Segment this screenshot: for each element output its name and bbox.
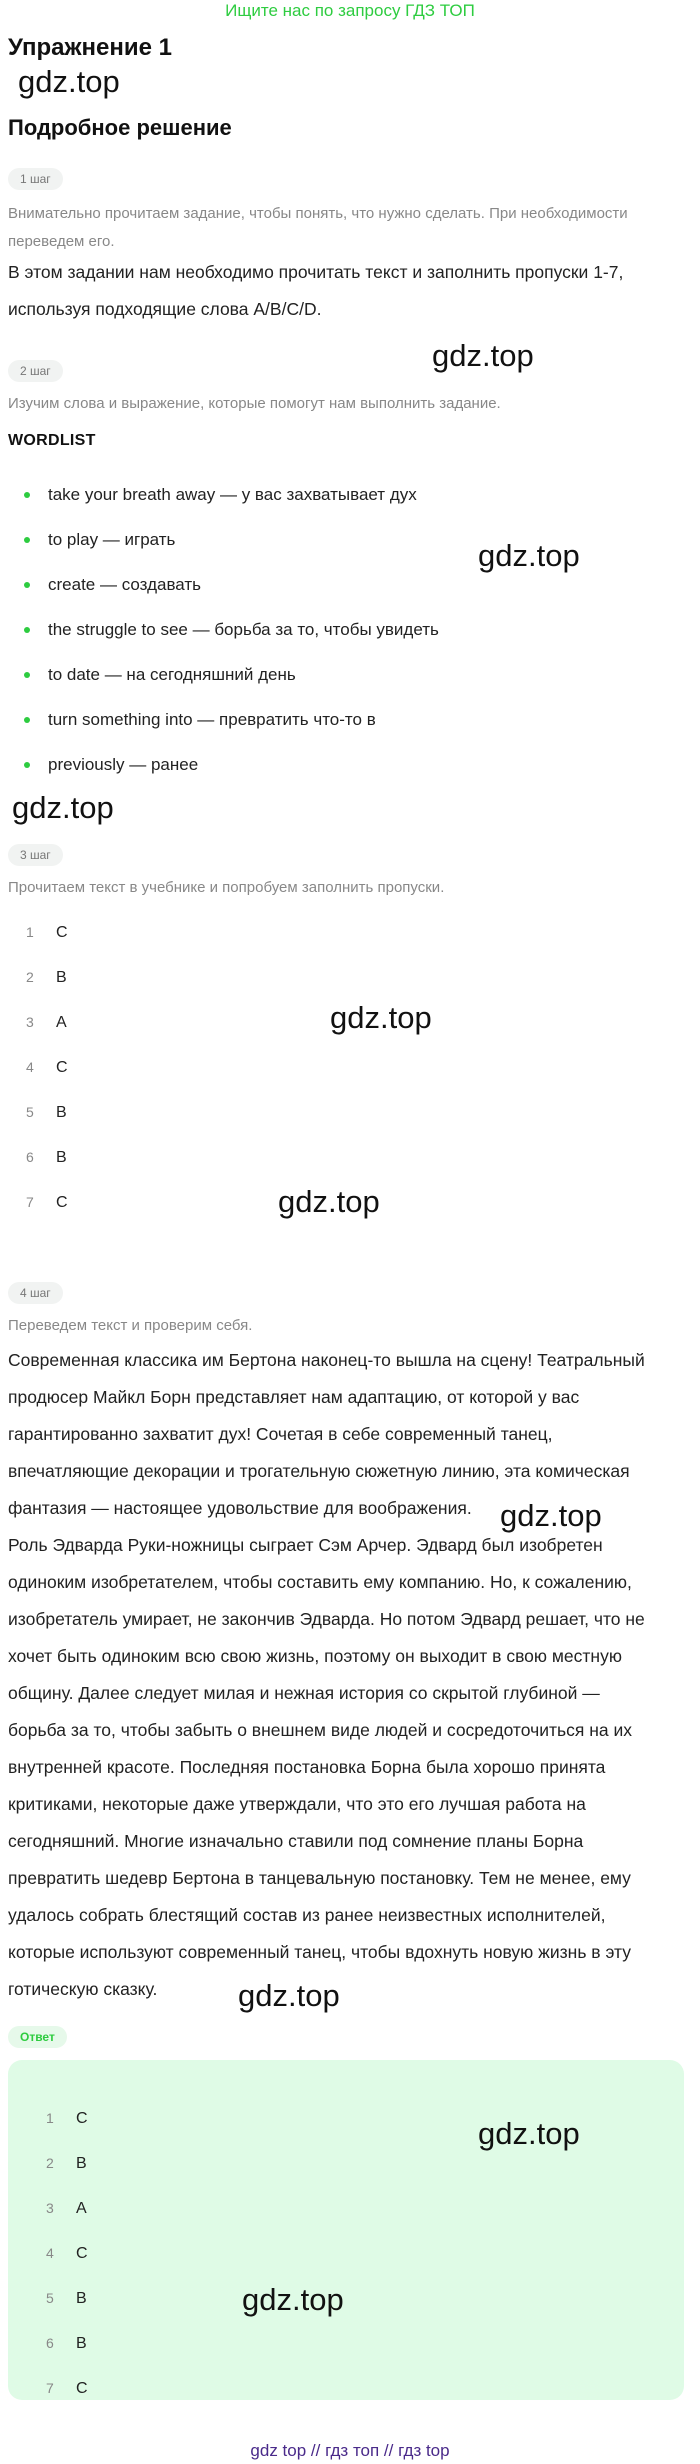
wordlist	[8, 472, 688, 787]
answer-number: 3	[26, 1014, 34, 1030]
answer-item	[28, 2366, 328, 2411]
answer-item	[8, 1045, 408, 1090]
translation-text	[8, 1342, 698, 2008]
answer-value: C	[56, 1194, 68, 1211]
answer-list	[28, 2096, 328, 2411]
answer-value: B	[56, 1104, 67, 1121]
step-badge-label: 4 шаг	[8, 1282, 63, 1304]
watermark: gdz.top	[500, 1498, 602, 1533]
bullet-dot-icon	[24, 627, 30, 633]
watermark: gdz.top	[478, 2116, 580, 2151]
answer-item	[28, 2321, 328, 2366]
translation-line: изобретатель умирает, не закончив Эдварда. Но потом Эдвард решает, что не	[8, 1609, 645, 1629]
answer-number: 4	[26, 1059, 34, 1075]
translation-line: критиками, некоторые даже утверждали, что это его лучшая работа на	[8, 1794, 586, 1814]
step-1-badge	[8, 168, 63, 190]
watermark: gdz.top	[278, 1184, 380, 1219]
answer-number: 1	[26, 924, 34, 940]
wordlist-item-text: to play — играть	[48, 530, 176, 549]
section-title: Подробное решение	[8, 115, 232, 140]
translation-line: Современная классика им Бертона наконец-то вышла на сцену! Театральный	[8, 1350, 645, 1370]
translation-line: одиноким изобретателем, чтобы составить ему компанию. Но, к сожалению,	[8, 1572, 632, 1592]
wordlist-item	[8, 607, 688, 652]
step-4-badge	[8, 1282, 63, 1304]
answer-number: 2	[26, 969, 34, 985]
answer-value: B	[76, 2335, 87, 2352]
answer-number: 7	[46, 2380, 54, 2396]
translation-line: впечатляющие декорации и трогательную сюжетную линию, эта комическая	[8, 1461, 630, 1481]
answer-value: C	[56, 924, 68, 941]
step-1-note: Внимательно прочитаем задание, чтобы понять, что нужно сделать. При необходимости переведем его.	[8, 205, 628, 250]
answer-item	[28, 2186, 328, 2231]
wordlist-item-text: previously — ранее	[48, 755, 199, 774]
answer-number: 2	[46, 2155, 54, 2171]
answer-value: B	[76, 2155, 87, 2172]
answer-number: 5	[26, 1104, 34, 1120]
answer-badge-label: Ответ	[8, 2026, 67, 2048]
step-badge-label: 3 шаг	[8, 844, 63, 866]
step-badge-label: 1 шаг	[8, 168, 63, 190]
answer-number: 1	[46, 2110, 54, 2126]
answer-value: B	[56, 969, 67, 986]
answer-item	[28, 2096, 328, 2141]
wordlist-item	[8, 517, 688, 562]
wordlist-item-text: to date — на сегодняшний день	[48, 665, 296, 684]
answer-number: 5	[46, 2290, 54, 2306]
wordlist-item-text: turn something into — превратить что-то в	[48, 710, 376, 729]
translation-line: борьба за то, чтобы забыть о внешнем виде людей и сосредоточиться на их	[8, 1720, 633, 1740]
step-3-answers	[8, 910, 408, 1225]
answer-value: C	[76, 2245, 88, 2262]
answer-item	[8, 955, 408, 1000]
answer-number: 4	[46, 2245, 54, 2261]
step-badge-label: 2 шаг	[8, 360, 63, 382]
answer-number: 6	[46, 2335, 54, 2351]
step-2-badge	[8, 360, 63, 382]
step-3-badge	[8, 844, 63, 866]
answer-value: C	[76, 2110, 88, 2127]
page-title: Упражнение 1	[8, 34, 172, 61]
step-1-text: В этом задании нам необходимо прочитать текст и заполнить пропуски 1-7, используя подходящие слова A/B/C/D.	[8, 262, 624, 319]
answer-value: B	[56, 1149, 67, 1166]
translation-line: продюсер Майкл Борн представляет нам адаптацию, от которой у вас	[8, 1387, 580, 1407]
bullet-dot-icon	[24, 762, 30, 768]
wordlist-title: WORDLIST	[8, 432, 96, 449]
bullet-dot-icon	[24, 717, 30, 723]
answer-item	[8, 910, 408, 955]
wordlist-item	[8, 697, 688, 742]
translation-line: превратить шедевр Бертона в танцевальную постановку. Тем не менее, ему	[8, 1868, 631, 1888]
answer-number: 6	[26, 1149, 34, 1165]
watermark: gdz.top	[242, 2282, 344, 2317]
answer-item	[28, 2231, 328, 2276]
step-3-note: Прочитаем текст в учебнике и попробуем заполнить пропуски.	[8, 879, 445, 896]
translation-line: удалось собрать блестящий состав из ранее неизвестных исполнителей,	[8, 1905, 606, 1925]
watermark: gdz.top	[18, 64, 120, 99]
watermark: gdz.top	[238, 1978, 340, 2013]
step-2-note: Изучим слова и выражение, которые помогут нам выполнить задание.	[8, 395, 501, 412]
watermark: gdz.top	[478, 538, 580, 573]
search-hint-link[interactable]: Ищите нас по запросу ГДЗ ТОП	[225, 1, 475, 20]
translation-line: Роль Эдварда Руки-ножницы сыграет Сэм Арчер. Эдвард был изобретен	[8, 1535, 603, 1555]
answer-item	[8, 1135, 408, 1180]
translation-line: общину. Далее следует милая и нежная история со скрытой глубиной —	[8, 1683, 600, 1703]
answer-value: A	[56, 1014, 67, 1031]
translation-line: гарантированно захватит дух! Сочетая в себе современный танец,	[8, 1424, 553, 1444]
wordlist-item	[8, 562, 688, 607]
wordlist-item-text: take your breath away — у вас захватывает дух	[48, 485, 417, 504]
watermark: gdz.top	[330, 1000, 432, 1035]
wordlist-item	[8, 742, 688, 787]
bullet-dot-icon	[24, 672, 30, 678]
wordlist-item	[8, 652, 688, 697]
answer-number: 7	[26, 1194, 34, 1210]
answer-box	[8, 2060, 684, 2400]
translation-line: сегодняшний. Многие изначально ставили под сомнение планы Борна	[8, 1831, 584, 1851]
translation-line: фантазия — настоящее удовольствие для воображения.	[8, 1498, 472, 1518]
bullet-dot-icon	[24, 492, 30, 498]
bullet-dot-icon	[24, 537, 30, 543]
answer-item	[8, 1090, 408, 1135]
watermark: gdz.top	[12, 790, 114, 825]
wordlist-item-text: the struggle to see — борьба за то, чтобы увидеть	[48, 620, 439, 639]
answer-value: A	[76, 2200, 87, 2217]
translation-line: готическую сказку.	[8, 1979, 158, 1999]
translation-line: которые используют современный танец, чтобы вдохнуть новую жизнь в эту	[8, 1942, 631, 1962]
translation-line: внутренней красоте. Последняя постановка Борна была хорошо принята	[8, 1757, 606, 1777]
answer-value: B	[76, 2290, 87, 2307]
answer-item	[28, 2141, 328, 2186]
answer-badge	[8, 2026, 67, 2048]
wordlist-item	[8, 472, 688, 517]
answer-value: C	[76, 2380, 88, 2397]
step-4-note: Переведем текст и проверим себя.	[8, 1317, 253, 1334]
translation-line: хочет быть одиноким всю свою жизнь, поэтому он выходит в свою местную	[8, 1646, 622, 1666]
footer-links[interactable]: gdz top // гдз топ // гдз top	[250, 2441, 450, 2460]
answer-value: C	[56, 1059, 68, 1076]
watermark: gdz.top	[432, 338, 534, 373]
answer-number: 3	[46, 2200, 54, 2216]
wordlist-item-text: create — создавать	[48, 575, 202, 594]
bullet-dot-icon	[24, 582, 30, 588]
